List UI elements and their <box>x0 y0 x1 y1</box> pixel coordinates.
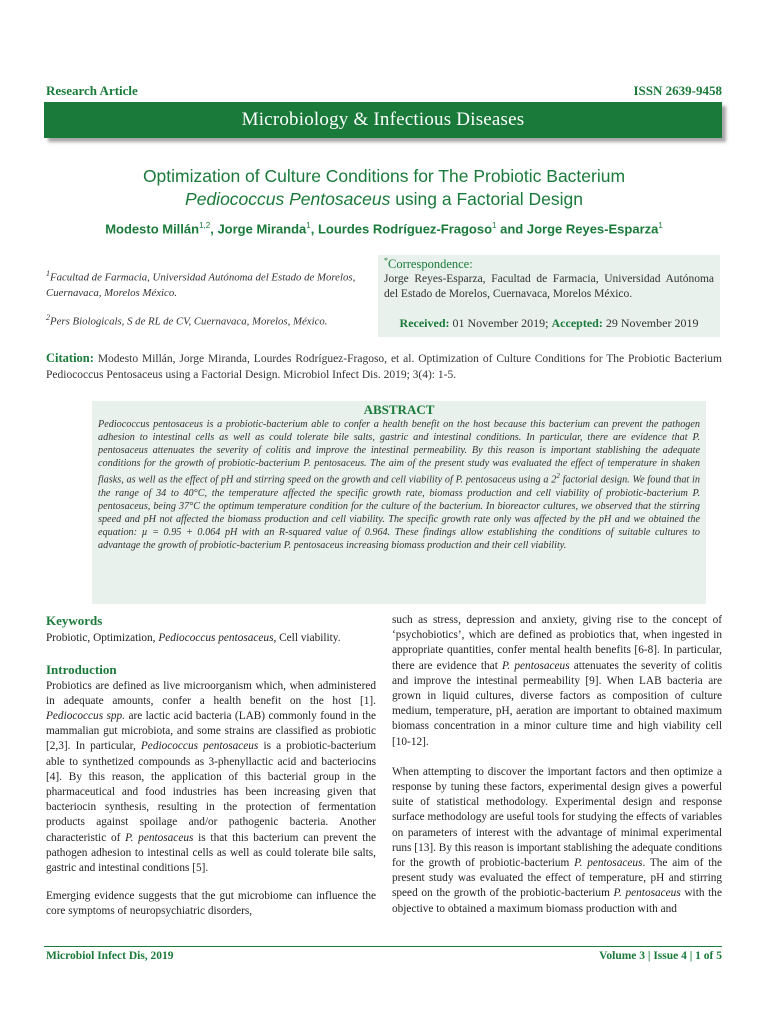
author-sep: and <box>496 221 527 237</box>
dates-line <box>384 316 714 331</box>
keywords-part: , Cell viability. <box>273 632 341 645</box>
affiliation-sup: 1 <box>46 269 50 278</box>
accepted-date: 29 November 2019 <box>602 316 699 330</box>
received-label: Received: <box>399 316 450 330</box>
intro-italic: Pediococcus spp. <box>46 710 126 723</box>
abstract-part-1: Pediococcus pentosaceus is a probiotic-bacterium able to confer a health benefit on the host because this bacterium can prevent the pathogen adhesion to intestinal cells as well as could tolerate bile salts, gastric and intestinal conditions. In particular, there are evidence that P. pentosaceus attenuates the severity of colitis and improve the intestinal permeability. By this reason is important stablishing the adequate conditions for the growth of probiotic-bacterium P. pentosaceus. The aim of the present study was evaluated the effect of temperature in shaken flasks, as well as the effect of pH and stirring speed on the growth and cell viability of P. pentosaceus using a 2 <box>98 419 700 486</box>
citation <box>46 350 722 383</box>
author-sup: 1 <box>492 221 497 230</box>
intro-italic: P. pentosaceus <box>501 659 570 672</box>
intro-text: Probiotics are defined as live microorganism which, when administered in adequate amounts, confer a health benefit on the host [1]. <box>46 679 376 707</box>
right-column <box>392 613 722 917</box>
abstract-text <box>98 418 700 552</box>
author-sup: 1 <box>658 221 663 230</box>
author-sep: , <box>310 221 318 237</box>
footer-journal: Microbiol Infect Dis, 2019 <box>46 950 174 962</box>
intro-paragraph-3 <box>392 613 722 750</box>
intro-text: . The aim of the present study was evaluated the effect of temperature, pH and stirring speed on the growth of the probiotic-bacterium <box>392 857 722 900</box>
keywords-text <box>46 631 376 646</box>
title-line-2 <box>40 188 728 211</box>
left-column <box>46 613 376 920</box>
intro-text: such as stress, depression and anxiety, giving rise to the concept of ‘psychobiotics’, which are defined as probiotics that, when ingested in appropriate quantities, confer mental health benefits [6-8]. In particular, there are evidence that <box>392 614 722 672</box>
paper-title <box>40 165 728 211</box>
authors-line <box>40 221 728 236</box>
intro-italic: P. pentosaceus <box>125 831 194 844</box>
intro-text: are lactic acid bacteria (LAB) commonly found in the mammalian gut microbiota, and some strains are classified as probiotic [2,3]. In particular, <box>46 710 376 753</box>
intro-paragraph-1 <box>46 679 376 877</box>
affiliation-sup: 2 <box>46 313 50 322</box>
citation-text: Modesto Millán, Jorge Miranda, Lourdes Rodríguez-Fragoso, et al. Optimization of Culture Conditions for The Probiotic Bacterium Pediococcus Pentosaceus using a Factorial Design. Microbiol Infect Dis. 2019; 3(4): 1-5. <box>46 353 722 381</box>
author-sep: , <box>210 221 218 237</box>
author-name: Jorge Miranda <box>217 221 307 237</box>
intro-paragraph-4 <box>392 765 722 917</box>
accepted-label: Accepted: <box>551 316 603 330</box>
intro-italic: P. pentosaceus <box>613 887 681 900</box>
keywords-heading: Keywords <box>46 613 103 628</box>
title-species: Pediococcus Pentosaceus <box>185 189 391 209</box>
correspondence-title <box>384 256 473 272</box>
intro-text: attenuates the severity of colitis and improve the intestinal permeability [9]. When LAB bacteria are grown in liquid cultures, diverse factors as composition of culture medium, temperature, pH, aeration are important to obtained maximum biomass concentration in a minor culture time and high viability cell [10-12]. <box>392 659 723 748</box>
abstract-part-2: factorial design. We found that in the range of 34 to 40°C, the temperature affected the specific growth rate, biomass production and cell viability of probiotic-bacterium P. pentosaceus, being 37°C the optimum temperature condition for the culture of the bacterium. In bioreactor cultures, we observed that the stirring speed and pH not affected the biomass production and cell viability. The specific growth rate only was affected by the pH and we obtained the equation: µ = 0.95 + 0.064 pH with an R-squared value of 0.964. These findings allow establishing the conditions of suitable cultures to advantage the growth of probiotic-bacterium P. pentosaceus increasing biomass production and their cell viability. <box>98 474 700 552</box>
author-sup: 1 <box>306 221 311 230</box>
issn: ISSN 2639-9458 <box>633 83 722 98</box>
intro-paragraph-2: Emerging evidence suggests that the gut microbiome can influence the core symptoms of neuropsychiatric disorders, <box>46 890 376 918</box>
keywords-part: Probiotic, Optimization, <box>46 632 159 645</box>
author-name: Modesto Millán <box>105 221 200 237</box>
citation-label: Citation: <box>46 351 94 365</box>
intro-text: with the objective to obtained a maximum biomass production with and <box>392 887 722 915</box>
keywords-species: Pediococcus pentosaceus <box>158 632 274 645</box>
affiliation-text: Facultad de Farmacia, Universidad Autónoma del Estado de Morelos, Cuernavaca, Morelos México. <box>46 271 356 299</box>
footer-page: Volume 3 | Issue 4 | 1 of 5 <box>599 950 722 962</box>
title-line-1: Optimization of Culture Conditions for The Probiotic Bacterium <box>142 166 626 186</box>
abstract-title: ABSTRACT <box>363 402 435 417</box>
affiliation-text: Pers Biologicals, S de RL de CV, Cuernavaca, Morelos, México. <box>50 315 328 328</box>
affiliation-1 <box>46 266 366 301</box>
journal-banner: Microbiology & Infectious Diseases <box>44 102 722 138</box>
intro-italic: P. pentosaceus <box>574 857 643 870</box>
intro-text: When attempting to discover the important factors and then optimize a response by tuning these factors, experimental design gives a powerful suite of statistical methodology. Experimental design and response surface methodology are useful tools for studying the effects of variables on parameters of interest with the advantage of minimal experimental runs [13]. By this reason is important stablishing the adequate conditions for the growth of probiotic-bacterium <box>392 765 722 870</box>
intro-text: is a probiotic-bacterium able to synthetized compounds as 3-phenyllactic acid and bacteriocins [4]. By this reason, the application of this bacterial group in the pharmaceutical and food industries has been increasing given that bacteriocin synthesis, resulting in the protection of fermentation products against spoilage and/or pathogenic bacteria. Another characteristic of <box>46 740 376 844</box>
correspondence-mark: * <box>384 256 388 265</box>
author-name: Jorge Reyes-Esparza <box>526 221 659 237</box>
abstract-sup: 2 <box>556 472 560 481</box>
title-rest: using a Factorial Design <box>390 189 583 209</box>
author-sup: 1,2 <box>199 221 211 230</box>
article-type: Research Article <box>46 83 138 98</box>
correspondence-label: Correspondence: <box>388 257 473 272</box>
author-name: Lourdes Rodríguez-Fragoso <box>317 221 493 237</box>
introduction-heading: Introduction <box>46 662 117 678</box>
received-date: 01 November 2019; <box>449 316 552 330</box>
affiliation-2 <box>46 310 366 330</box>
footer-divider <box>44 946 722 947</box>
correspondence-text: Jorge Reyes-Esparza, Facultad de Farmacia, Universidad Autónoma del Estado de Morelos, Cuernavaca, Morelos México. <box>384 273 714 300</box>
intro-italic: Pediococcus pentosaceus <box>140 740 259 753</box>
intro-text: is that this bacterium can prevent the pathogen adhesion to intestinal cells as well as could tolerate bile salts, gastric and intestinal conditions [5]. <box>46 831 376 875</box>
